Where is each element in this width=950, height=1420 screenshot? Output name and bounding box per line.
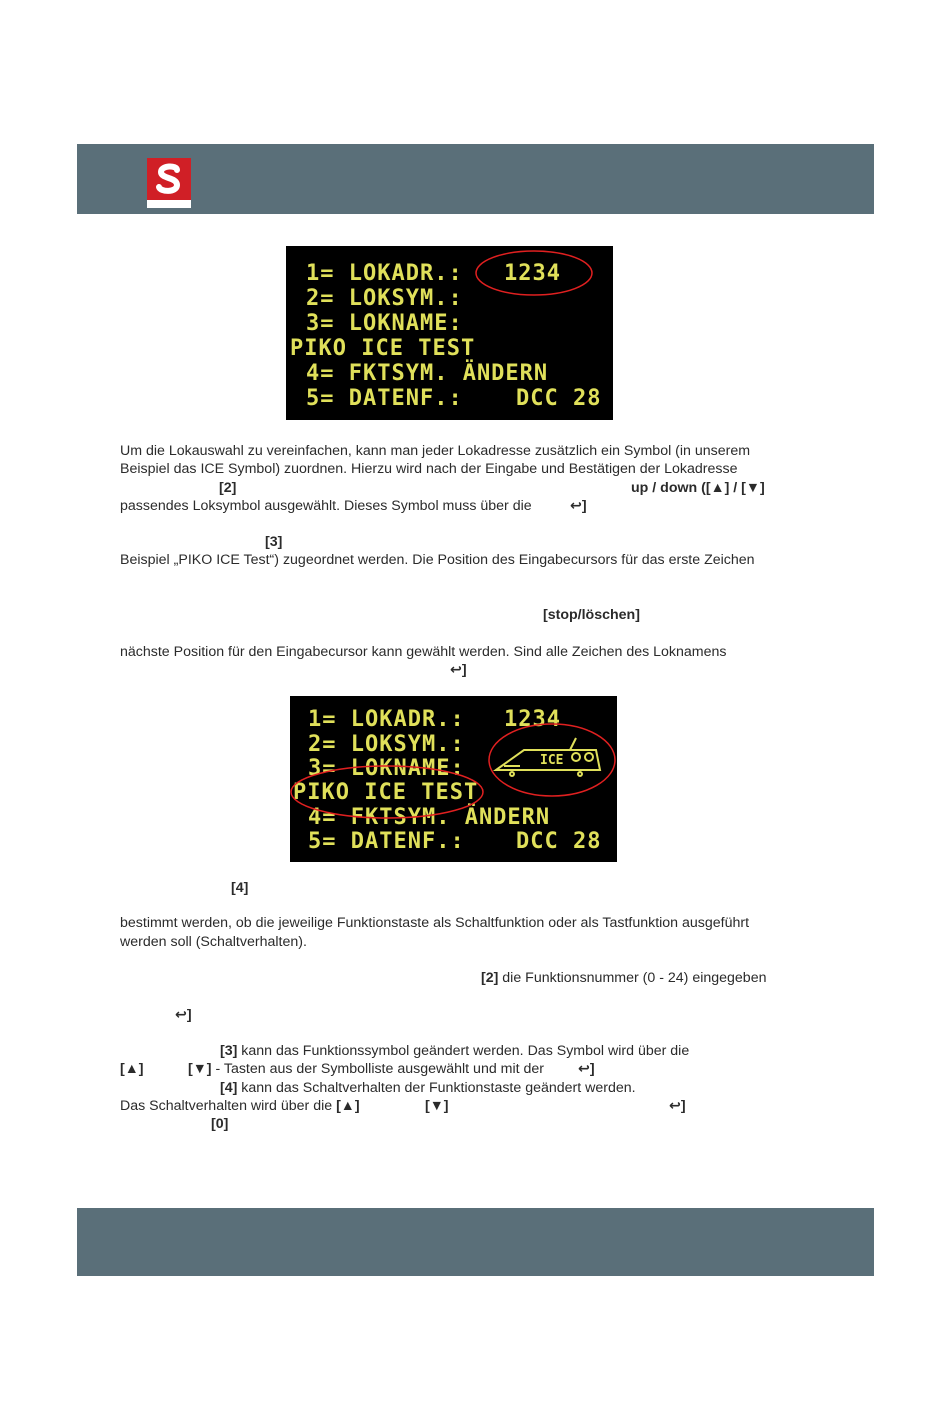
footer-band bbox=[77, 1208, 874, 1276]
paragraph-line bbox=[220, 1079, 636, 1097]
lcd2-line-3: 3= LOKNAME: bbox=[308, 756, 465, 781]
lcd2-line-4: 4= FKTSYM. ÄNDERN bbox=[308, 805, 551, 830]
paragraph-line: bestimmt werden, ob die jeweilige Funktionstaste als Schaltfunktion oder als Tastfunktion ausgeführt bbox=[120, 915, 750, 931]
ice-train-icon bbox=[496, 738, 600, 776]
lcd-screen-2 bbox=[290, 696, 617, 862]
key-ref: [3] bbox=[265, 534, 283, 550]
lcd1-line-4: 4= FKTSYM. ÄNDERN bbox=[306, 361, 549, 386]
enter-key-ref: ↩] bbox=[175, 1007, 192, 1023]
paragraph-line bbox=[481, 969, 766, 987]
lcd2-loco-name: PIKO ICE TEST bbox=[293, 780, 479, 805]
lcd1-line-2: 2= LOKSYM.: bbox=[306, 286, 463, 311]
train-symbol-label: ICE bbox=[540, 753, 564, 768]
key-ref: up / down ([▲] / [▼] bbox=[631, 480, 765, 496]
enter-key-ref: ↩] bbox=[578, 1061, 595, 1077]
lcd1-protocol-value: DCC 28 bbox=[516, 386, 602, 411]
key-ref: [2] bbox=[219, 480, 237, 496]
paragraph-line: passendes Loksymbol ausgewählt. Dieses Symbol muss über die bbox=[120, 498, 532, 514]
up-key-ref: [▲] bbox=[120, 1061, 144, 1077]
enter-key-ref: ↩] bbox=[450, 662, 467, 678]
enter-key-ref: ↩] bbox=[669, 1098, 686, 1114]
lcd1-line-1: 1= LOKADR.: bbox=[306, 261, 463, 286]
lcd2-line-2: 2= LOKSYM.: bbox=[308, 732, 465, 757]
down-key-ref: [▼] bbox=[188, 1061, 212, 1077]
lcd2-line-5: 5= DATENF.: bbox=[308, 829, 465, 854]
lcd1-address-value: 1234 bbox=[504, 261, 561, 286]
paragraph-fragment: Das Schaltverhalten wird über die bbox=[120, 1098, 337, 1114]
lcd1-line-3: 3= LOKNAME: bbox=[306, 311, 463, 336]
key-ref: [3] bbox=[220, 1043, 238, 1059]
lcd2-address-value: 1234 bbox=[504, 707, 561, 732]
paragraph-fragment: kann das Schaltverhalten der Funktionstaste geändert werden. bbox=[237, 1080, 636, 1096]
enter-key-ref: ↩] bbox=[570, 498, 587, 514]
paragraph-line bbox=[120, 1097, 360, 1115]
up-key-ref: [▲] bbox=[336, 1098, 360, 1114]
header-band bbox=[77, 144, 874, 214]
key-ref: [stop/löschen] bbox=[543, 607, 640, 623]
lcd-screen-1 bbox=[286, 246, 613, 420]
paragraph-fragment: die Funktionsnummer (0 - 24) eingegeben bbox=[498, 970, 767, 986]
paragraph-line bbox=[220, 1042, 689, 1060]
paragraph-line: Beispiel das ICE Symbol) zuordnen. Hierzu wird nach der Eingabe und Bestätigen der Lokadresse bbox=[120, 461, 738, 477]
paragraph-line: nächste Position für den Eingabecursor kann gewählt werden. Sind alle Zeichen des Loknamens bbox=[120, 644, 727, 660]
paragraph-line: Beispiel „PIKO ICE Test“) zugeordnet werden. Die Position des Eingabecursors für das erste Zeichen bbox=[120, 552, 755, 568]
paragraph-line: werden soll (Schaltverhalten). bbox=[120, 934, 307, 950]
paragraph-fragment: - Tasten aus der Symbolliste ausgewählt und mit der bbox=[211, 1061, 545, 1077]
lcd2-protocol-value: DCC 28 bbox=[516, 829, 602, 854]
lcd1-loco-name: PIKO ICE TEST bbox=[290, 336, 476, 361]
down-key-ref: [▼] bbox=[425, 1098, 449, 1114]
paragraph-line bbox=[188, 1060, 544, 1078]
piko-logo bbox=[147, 158, 191, 208]
paragraph-line: Um die Lokauswahl zu vereinfachen, kann man jeder Lokadresse zusätzlich ein Symbol (in unserem bbox=[120, 443, 751, 459]
key-ref: [4] bbox=[231, 880, 249, 896]
key-ref: [2] bbox=[481, 970, 499, 986]
key-ref: [0] bbox=[211, 1116, 229, 1132]
lcd2-line-1: 1= LOKADR.: bbox=[308, 707, 465, 732]
lcd1-line-5: 5= DATENF.: bbox=[306, 386, 463, 411]
key-ref: [4] bbox=[220, 1080, 238, 1096]
paragraph-fragment: kann das Funktionssymbol geändert werden. Das Symbol wird über die bbox=[237, 1043, 690, 1059]
